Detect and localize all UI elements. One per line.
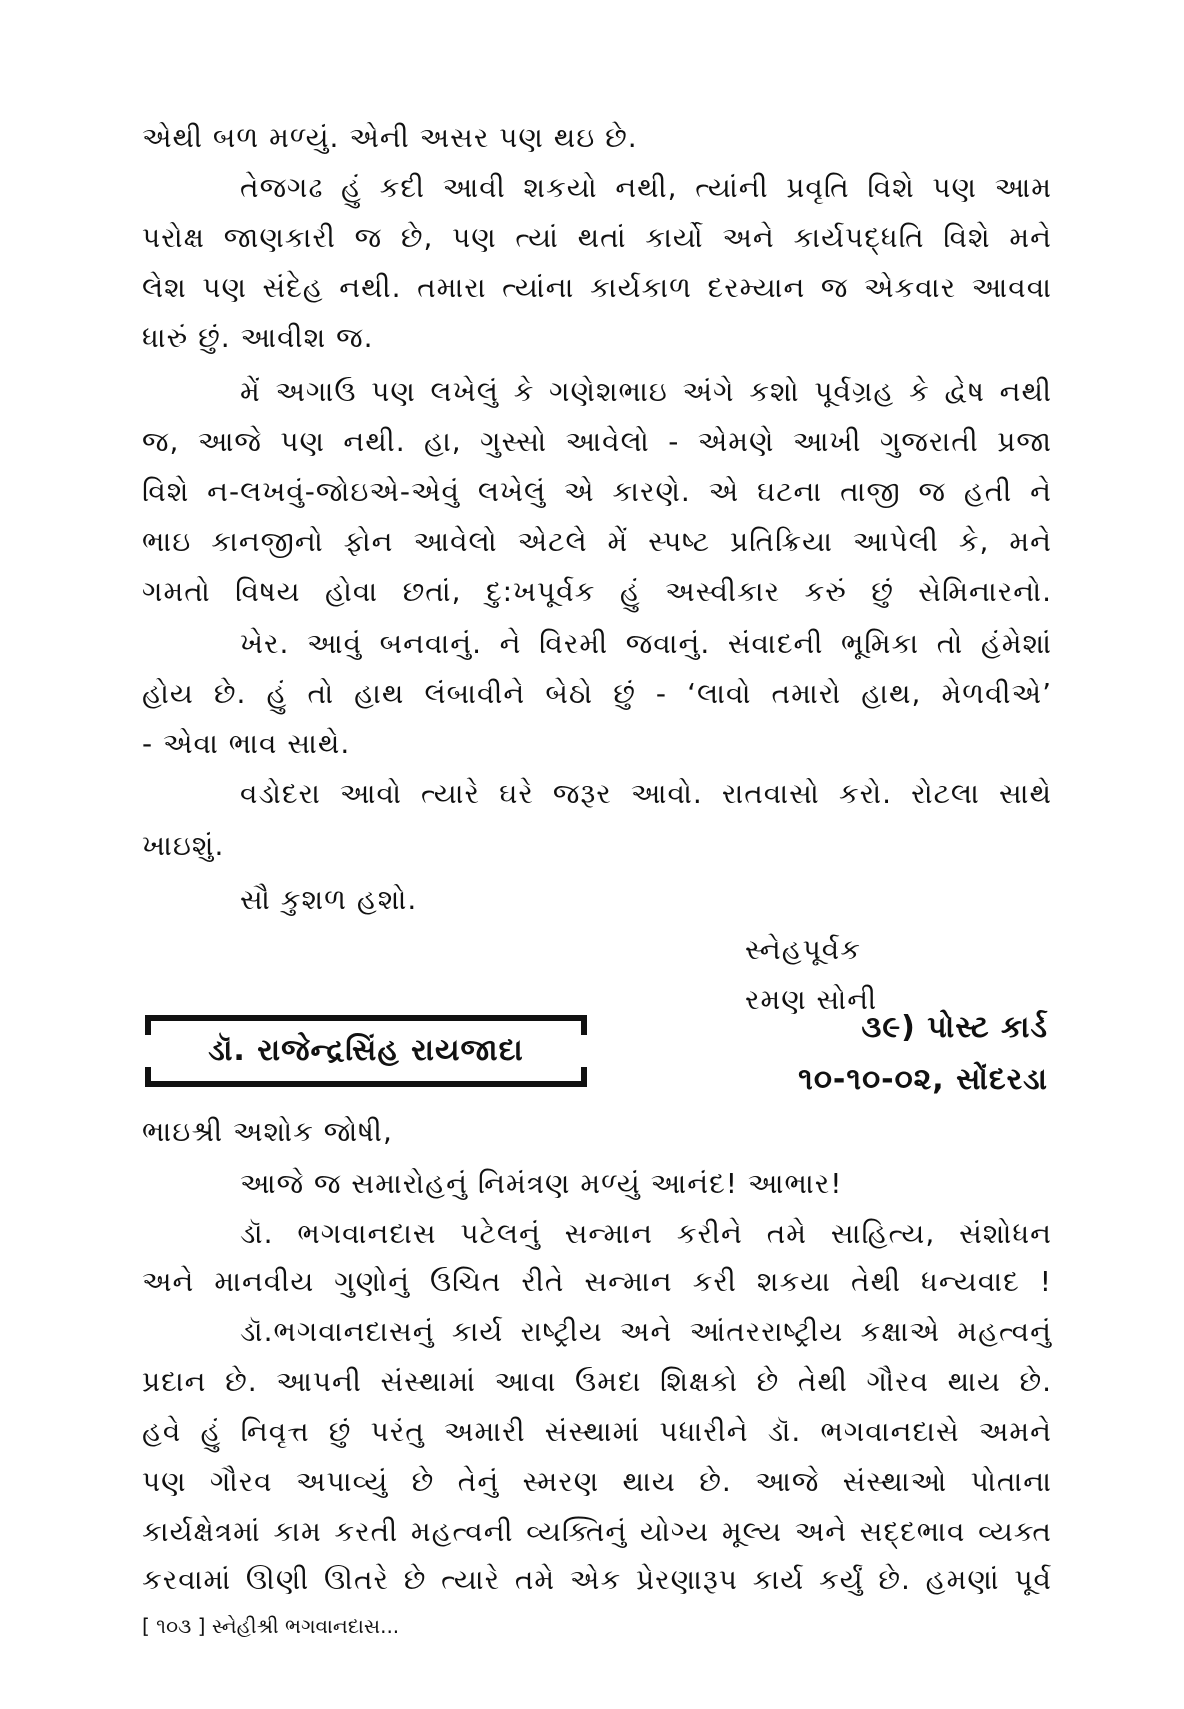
- letter2-line-9: કાર્યક્ષેત્રમાં કામ કરતી મહત્વની વ્યક્તિનું યોગ્ય મૂલ્ય અને સદ્દભાવ વ્યક્ત: [142, 1515, 1052, 1548]
- letter1-line-6: મેં અગાઉ પણ લખેલું કે ગણેશભાઇ અંગે કશો પૂર્વગ્રહ કે દ્વેષ નથી: [240, 375, 1052, 408]
- author-name: ડૉ. રાજેન્દ્રસિંહ રાયજાદા: [208, 1033, 524, 1068]
- letter1-line-15: ખાઇશું.: [142, 829, 225, 862]
- letter1-line-9: ભાઇ કાનજીનો ફોન આવેલો એટલે મેં સ્પષ્ટ પ્રતિક્રિયા આપેલી કે, મને: [142, 525, 1052, 558]
- page-footer: [ ૧૦૩ ] સ્નેહીશ્રી ભગવાનદાસ...: [142, 1614, 400, 1638]
- letter1-closing: સ્નેહપૂર્વક: [745, 933, 862, 966]
- letter2-line-6: પ્રદાન છે. આપની સંસ્થામાં આવા ઉમદા શિક્ષકો છે તેથી ગૌરવ થાય છે.: [142, 1365, 1052, 1398]
- letter1-line-8: વિશે ન-લખવું-જોઇએ-એવું લખેલું એ કારણે. એ ઘટના તાજી જ હતી ને: [142, 475, 1052, 508]
- letter1-line-7: જ, આજે પણ નથી. હા, ગુસ્સો આવેલો - એમણે આખી ગુજરાતી પ્રજા: [142, 425, 1052, 458]
- letter1-line-5: ધારું છું. આવીશ જ.: [142, 321, 374, 354]
- letter2-line-2: આજે જ સમારોહનું નિમંત્રણ મળ્યું આનંદ! આભાર!: [240, 1167, 843, 1200]
- letter1-line-11: ખેર. આવું બનવાનું. ને વિરમી જવાનું. સંવાદની ભૂમિકા તો હંમેશાં: [240, 627, 1052, 660]
- letter1-line-10: ગમતો વિષય હોવા છતાં, દુ:ખપૂર્વક હું અસ્વીકાર કરું છું સેમિનારનો.: [142, 575, 1052, 608]
- letter-date-place: ૧૦-૧૦-૦૨, સોંદરડા: [798, 1062, 1048, 1097]
- letter1-line-16: સૌ કુશળ હશો.: [240, 883, 418, 916]
- letter2-line-7: હવે હું નિવૃત્ત છું પરંતુ અમારી સંસ્થામાં પધારીને ડૉ. ભગવાનદાસે અમને: [142, 1415, 1052, 1448]
- letter1-line-12: હોય છે. હું તો હાથ લંબાવીને બેઠો છું - ‘લાવો તમારો હાથ, મેળવીએ’: [142, 677, 1052, 710]
- letter2-salutation: ભાઇશ્રી અશોક જોષી,: [142, 1115, 393, 1148]
- letter1-line-2: તેજગઢ હું કદી આવી શકયો નથી, ત્યાંની પ્રવૃતિ વિશે પણ આમ: [240, 171, 1052, 204]
- letter2-line-10: કરવામાં ઊણી ઊતરે છે ત્યારે તમે એક પ્રેરણારૂપ કાર્ય કર્યું છે. હમણાં પૂર્વ: [142, 1563, 1052, 1596]
- letter1-line-13: - એવા ભાવ સાથે.: [142, 727, 351, 760]
- letter1-signature: રમણ સોની: [745, 983, 878, 1016]
- letter1-line-14: વડોદરા આવો ત્યારે ઘરે જરૂર આવો. રાતવાસો કરો. રોટલા સાથે: [240, 777, 1052, 810]
- letter2-line-4: અને માનવીય ગુણોનું ઉચિત રીતે સન્માન કરી શકયા તેથી ધન્યવાદ !: [142, 1265, 1052, 1298]
- letter2-line-5: ડૉ.ભગવાનદાસનું કાર્ય રાષ્ટ્રીય અને આંતરરાષ્ટ્રીય કક્ષાએ મહત્વનું: [240, 1315, 1052, 1348]
- author-name-box: [145, 1015, 587, 1087]
- letter1-line-3: પરોક્ષ જાણકારી જ છે, પણ ત્યાં થતાં કાર્યો અને કાર્યપદ્ધતિ વિશે મને: [142, 221, 1052, 254]
- letter1-line-4: લેશ પણ સંદેહ નથી. તમારા ત્યાંના કાર્યકાળ દરમ્યાન જ એકવાર આવવા: [142, 271, 1052, 304]
- letter2-line-8: પણ ગૌરવ અપાવ્યું છે તેનું સ્મરણ થાય છે. આજે સંસ્થાઓ પોતાના: [142, 1465, 1052, 1498]
- letter-number-type: ૩૯) પોસ્ટ કાર્ડ: [861, 1010, 1048, 1045]
- letter2-line-3: ડૉ. ભગવાનદાસ પટેલનું સન્માન કરીને તમે સાહિત્ય, સંશોધન: [240, 1217, 1052, 1250]
- letter1-line-1: એથી બળ મળ્યું. એની અસર પણ થઇ છે.: [142, 121, 638, 154]
